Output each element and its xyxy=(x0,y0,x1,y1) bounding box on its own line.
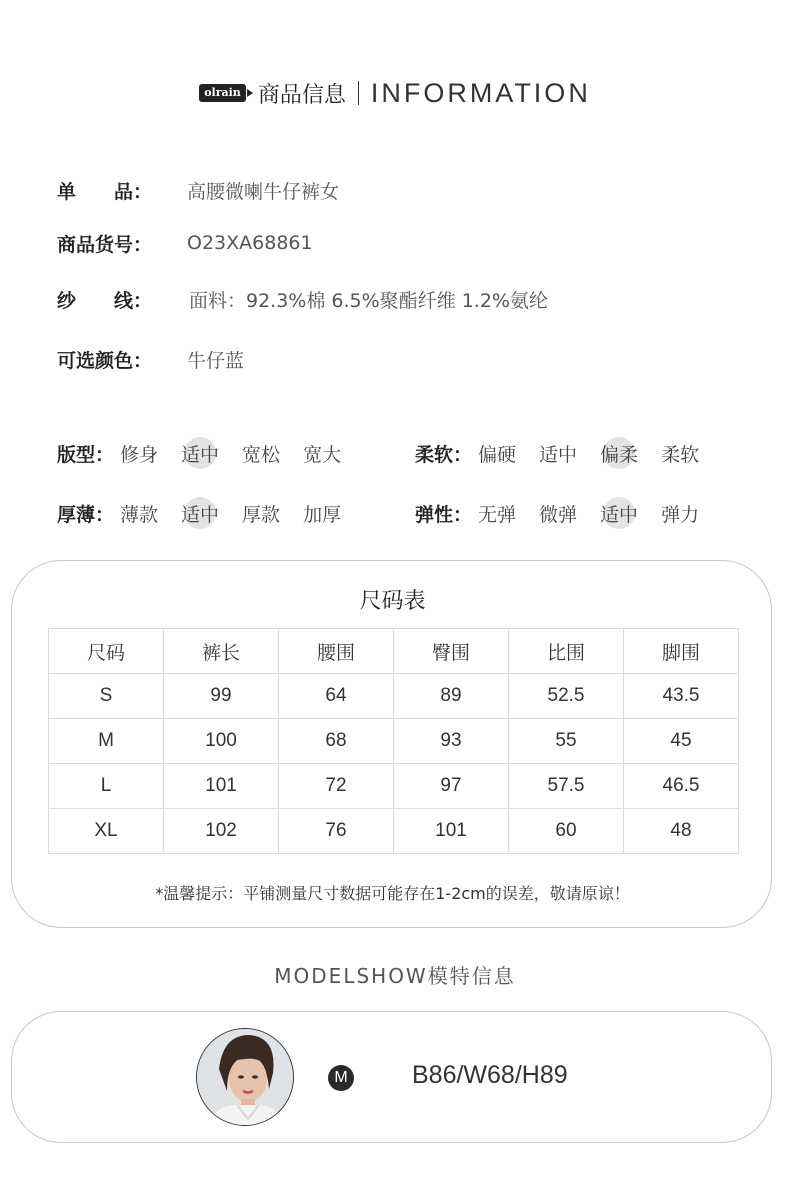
header-divider xyxy=(358,81,359,105)
attr-option: 宽大 xyxy=(303,443,342,466)
section-header xyxy=(0,74,790,112)
info-row-material xyxy=(57,284,548,314)
attr-option: 微弹 xyxy=(539,503,578,526)
model-portrait-icon xyxy=(197,1029,294,1126)
table-cell: 64 xyxy=(279,674,394,719)
model-avatar xyxy=(196,1028,294,1126)
model-size-badge: M xyxy=(328,1065,354,1091)
table-cell: 89 xyxy=(394,674,509,719)
table-cell: 68 xyxy=(279,719,394,764)
attr-label: 弹性： xyxy=(415,503,473,526)
attr-option: 偏硬 xyxy=(478,443,517,466)
size-chart-title: 尺码表 xyxy=(359,589,426,614)
table-cell: 57.5 xyxy=(509,764,624,809)
table-cell: 45 xyxy=(624,719,739,764)
info-value: 面料：92.3%棉 6.5%聚酯纤维 1.2%氨纶 xyxy=(189,289,548,312)
attr-elasticity xyxy=(415,496,720,530)
table-header-cell: 尺码 xyxy=(49,629,164,674)
table-cell: 72 xyxy=(279,764,394,809)
header-title-cn: 商品信息 xyxy=(257,82,346,108)
attr-thickness xyxy=(57,496,362,530)
table-cell: 76 xyxy=(279,809,394,854)
attr-option: 弹力 xyxy=(661,503,700,526)
attr-option: 修身 xyxy=(120,443,159,466)
info-key: 单 品： xyxy=(57,180,153,203)
table-cell: 46.5 xyxy=(624,764,739,809)
info-key: 可选颜色： xyxy=(57,349,153,372)
table-row xyxy=(49,674,739,719)
table-cell: 93 xyxy=(394,719,509,764)
table-header-cell: 裤长 xyxy=(164,629,279,674)
info-row-product xyxy=(57,175,339,205)
attr-label: 版型： xyxy=(57,443,115,466)
attr-option-selected: 偏柔 xyxy=(598,440,640,467)
size-chart-note: *温馨提示：平铺测量尺寸数据可能存在1-2cm的误差，敬请原谅！ xyxy=(155,884,630,903)
attr-label: 柔软： xyxy=(415,443,473,466)
attr-option: 柔软 xyxy=(661,443,700,466)
attr-option: 薄款 xyxy=(120,503,159,526)
size-chart-panel xyxy=(11,560,772,928)
attr-option: 厚款 xyxy=(242,503,281,526)
table-row xyxy=(49,719,739,764)
table-cell: M xyxy=(49,719,164,764)
table-cell: 48 xyxy=(624,809,739,854)
table-row xyxy=(49,764,739,809)
table-cell: 97 xyxy=(394,764,509,809)
brand-logo: olrain xyxy=(199,84,246,102)
table-cell: L xyxy=(49,764,164,809)
table-header-row xyxy=(49,629,739,674)
info-value: 牛仔蓝 xyxy=(187,349,245,372)
info-key: 纱 线： xyxy=(57,289,153,312)
model-measurements: B86/W68/H89 xyxy=(412,1061,568,1089)
table-cell: 99 xyxy=(164,674,279,719)
table-cell: S xyxy=(49,674,164,719)
info-row-sku xyxy=(57,228,313,258)
table-row xyxy=(49,809,739,854)
info-value: O23XA68861 xyxy=(187,232,313,254)
table-header-cell: 比围 xyxy=(509,629,624,674)
attr-option: 适中 xyxy=(539,443,578,466)
table-cell: 101 xyxy=(164,764,279,809)
header-title-en: INFORMATION xyxy=(370,77,591,108)
size-chart-table xyxy=(48,628,739,854)
table-header-cell: 腰围 xyxy=(279,629,394,674)
attr-label: 厚薄： xyxy=(57,503,115,526)
table-cell: 55 xyxy=(509,719,624,764)
table-cell: XL xyxy=(49,809,164,854)
attr-option-selected: 适中 xyxy=(179,500,221,527)
table-cell: 52.5 xyxy=(509,674,624,719)
info-key: 商品货号： xyxy=(57,233,153,256)
table-cell: 43.5 xyxy=(624,674,739,719)
table-header-cell: 脚围 xyxy=(624,629,739,674)
attr-option-selected: 适中 xyxy=(598,500,640,527)
attr-softness xyxy=(415,436,720,470)
attr-option: 宽松 xyxy=(242,443,281,466)
table-header-cell: 臀围 xyxy=(394,629,509,674)
info-row-color xyxy=(57,344,244,374)
attr-option: 加厚 xyxy=(303,503,342,526)
model-section-title: MODELSHOW模特信息 xyxy=(274,964,516,988)
table-cell: 101 xyxy=(394,809,509,854)
attr-option: 无弹 xyxy=(478,503,517,526)
table-cell: 60 xyxy=(509,809,624,854)
info-value: 高腰微喇牛仔裤女 xyxy=(187,180,340,203)
model-panel xyxy=(11,1011,772,1143)
table-cell: 100 xyxy=(164,719,279,764)
table-cell: 102 xyxy=(164,809,279,854)
attr-fit xyxy=(57,436,362,470)
attr-option-selected: 适中 xyxy=(179,440,221,467)
